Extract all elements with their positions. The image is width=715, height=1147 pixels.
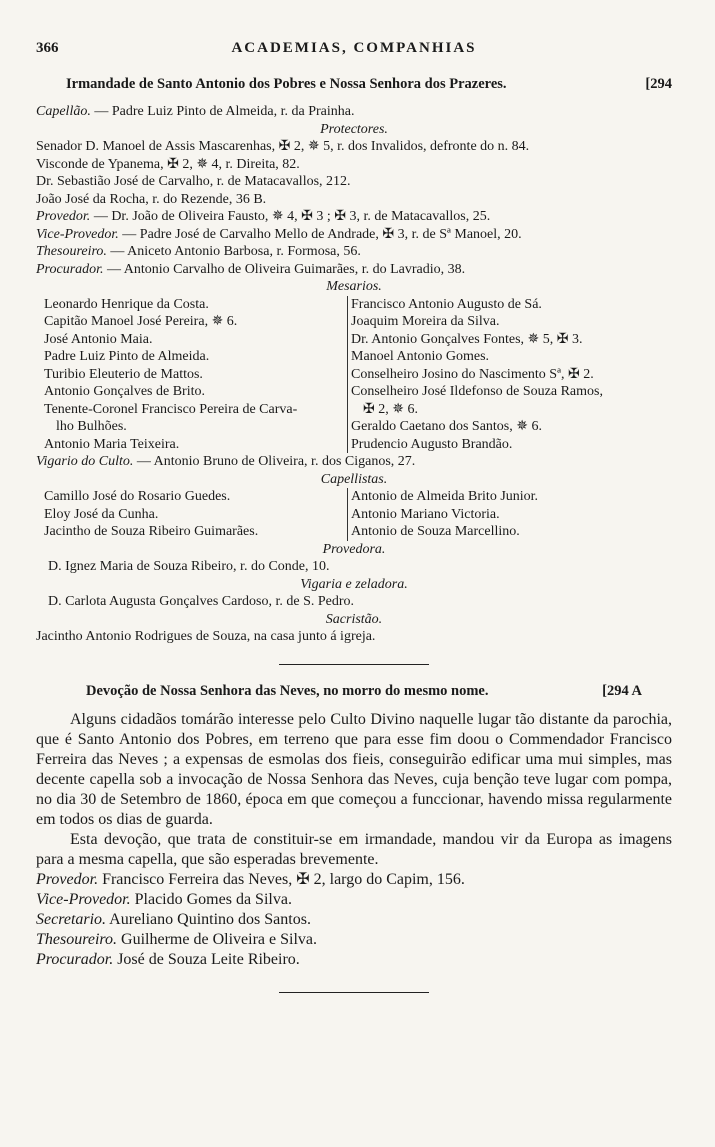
role-label: Vigario do Culto. bbox=[36, 454, 134, 469]
capellao-line bbox=[36, 103, 672, 121]
capellistas-columns bbox=[36, 488, 672, 541]
role-text: — Padre José de Carvalho Mello de Andrade, ✠ 3, r. de Sª Manoel, 20. bbox=[118, 226, 522, 242]
role-text: José de Souza Leite Ribeiro. bbox=[113, 950, 300, 968]
list-item: Prudencio Augusto Brandão. bbox=[351, 436, 513, 452]
running-title: ACADEMIAS, COMPANHIAS bbox=[231, 40, 477, 56]
mesarios-left-column bbox=[36, 296, 347, 454]
role-text: Aureliano Quintino dos Santos. bbox=[106, 910, 311, 928]
officer-line bbox=[36, 890, 672, 910]
mesarios-columns bbox=[36, 296, 672, 454]
role-text: — Dr. João de Oliveira Fausto, ✵ 4, ✠ 3 ; ✠ 3, r. de Matacavallos, 25. bbox=[90, 209, 491, 224]
list-item: Padre Luiz Pinto de Almeida. bbox=[44, 349, 210, 364]
list-item: ✠ 2, ✵ 6. bbox=[363, 401, 418, 417]
list-item: Eloy José da Cunha. bbox=[44, 506, 159, 522]
protector-line: Dr. Sebastião José de Carvalho, r. de Matacavallos, 212. bbox=[36, 174, 351, 189]
officer-line bbox=[36, 261, 672, 279]
page-number: 366 bbox=[36, 40, 59, 56]
section-number: [294 A bbox=[602, 682, 642, 699]
list-item: Antonio Maria Teixeira. bbox=[44, 436, 180, 452]
list-item: Leonardo Henrique da Costa. bbox=[44, 296, 209, 312]
vigario-line bbox=[36, 453, 672, 471]
list-item: Conselheiro José Ildefonso de Souza Ramos, bbox=[351, 384, 603, 399]
sacristao-line: Jacintho Antonio Rodrigues de Souza, na casa junto á igreja. bbox=[36, 629, 376, 644]
paragraph: Esta devoção, que trata de constituir-se em irmandade, mandou vir da Europa as imagens para a mesma capella, que são esperadas brevemente. bbox=[36, 830, 672, 868]
section-divider bbox=[279, 992, 429, 993]
role-label: Procurador. bbox=[36, 950, 114, 968]
role-label: Vice-Provedor. bbox=[36, 890, 131, 908]
role-label: Capellão. bbox=[36, 104, 91, 119]
officer-line bbox=[36, 226, 672, 244]
list-item: Jacintho de Souza Ribeiro Guimarães. bbox=[44, 524, 259, 539]
capellistas-left-column bbox=[36, 488, 347, 541]
protector-line: João José da Rocha, r. do Rezende, 36 B. bbox=[36, 191, 267, 207]
list-item: Antonio Gonçalves de Brito. bbox=[44, 384, 205, 399]
list-item: Joaquim Moreira da Silva. bbox=[351, 314, 500, 329]
provedora-line: D. Ignez Maria de Souza Ribeiro, r. do Conde, 10. bbox=[48, 559, 330, 574]
role-text: — Aniceto Antonio Barbosa, r. Formosa, 56. bbox=[106, 244, 361, 259]
section-title: Irmandade de Santo Antonio dos Pobres e Nossa Senhora dos Prazeres. bbox=[66, 76, 507, 92]
list-item: Turibio Eleuterio de Mattos. bbox=[44, 366, 203, 382]
list-item: Dr. Antonio Gonçalves Fontes, ✵ 5, ✠ 3. bbox=[351, 331, 583, 347]
list-item: Antonio de Souza Marcellino. bbox=[351, 524, 520, 539]
role-label: Provedor. bbox=[36, 870, 99, 888]
officer-line bbox=[36, 930, 672, 950]
protectores-label: Protectores. bbox=[320, 121, 388, 137]
list-item: lho Bulhões. bbox=[56, 419, 127, 434]
list-item: Conselheiro Josino do Nascimento Sª, ✠ 2. bbox=[351, 366, 594, 382]
document-page bbox=[36, 40, 672, 1011]
section-heading-santo-antonio bbox=[66, 76, 672, 93]
role-text: Guilherme de Oliveira e Silva. bbox=[117, 930, 317, 948]
list-item: José Antonio Maia. bbox=[44, 331, 153, 347]
officer-line bbox=[36, 870, 672, 890]
running-head bbox=[36, 40, 672, 70]
list-item: Capitão Manoel José Pereira, ✵ 6. bbox=[44, 314, 238, 329]
provedora-label: Provedora. bbox=[322, 541, 386, 557]
officer-line bbox=[36, 208, 672, 226]
list-item: Francisco Antonio Augusto de Sá. bbox=[351, 296, 542, 312]
list-item: Camillo José do Rosario Guedes. bbox=[44, 489, 231, 504]
section-divider bbox=[279, 664, 429, 665]
section-number: [294 bbox=[645, 76, 672, 92]
paragraph: Alguns cidadãos tomárão interesse pelo Culto Divino naquelle lugar tão distante da parochia, que é Santo Antonio dos Pobres, em terreno que para esse fim doou o Commendador Francisco Ferreira das Neves ; a expensas de esmolas dos fieis, conseguirão edificar uma mui simples, mas decente capella sob a invocação de Nossa Senhora das Neves, cuja benção teve lugar com pompa, no dia 30 de Setembro de 1860, época em que começou a funccionar, havendo missa regularmente em todos os dias de guarda. bbox=[36, 710, 672, 828]
capellistas-label: Capellistas. bbox=[320, 471, 388, 487]
officer-line bbox=[36, 950, 672, 970]
mesarios-label: Mesarios. bbox=[326, 279, 382, 294]
list-item: Geraldo Caetano dos Santos, ✵ 6. bbox=[351, 419, 542, 434]
role-label: Thesoureiro. bbox=[36, 244, 107, 259]
list-item: Manoel Antonio Gomes. bbox=[351, 349, 490, 364]
role-label: Procurador. bbox=[36, 261, 104, 277]
role-text: Placido Gomes da Silva. bbox=[130, 890, 292, 908]
officer-line bbox=[36, 243, 672, 261]
officer-line bbox=[36, 910, 672, 930]
vigaria-label: Vigaria e zeladora. bbox=[300, 576, 408, 592]
role-text: Francisco Ferreira das Neves, ✠ 2, largo do Capim, 156. bbox=[98, 870, 465, 888]
role-label: Secretario. bbox=[36, 910, 107, 928]
role-label: Vice-Provedor. bbox=[36, 226, 119, 242]
role-text: — Padre Luiz Pinto de Almeida, r. da Prainha. bbox=[90, 104, 355, 119]
capellistas-right-column bbox=[347, 488, 672, 541]
protector-line: Senador D. Manoel de Assis Mascarenhas, ✠ 2, ✵ 5, r. dos Invalidos, defronte do n. 84. bbox=[36, 139, 530, 154]
vigaria-line: D. Carlota Augusta Gonçalves Cardoso, r. de S. Pedro. bbox=[48, 594, 355, 609]
list-item: Antonio de Almeida Brito Junior. bbox=[351, 489, 539, 504]
role-label: Provedor. bbox=[36, 209, 91, 224]
role-label: Thesoureiro. bbox=[36, 930, 118, 948]
role-text: — Antonio Bruno de Oliveira, r. dos Ciganos, 27. bbox=[133, 454, 416, 469]
sacristao-label: Sacristão. bbox=[325, 611, 383, 627]
role-text: — Antonio Carvalho de Oliveira Guimarães, r. do Lavradio, 38. bbox=[103, 261, 466, 277]
list-item: Tenente-Coronel Francisco Pereira de Carva- bbox=[44, 401, 298, 417]
section-heading-neves bbox=[86, 683, 642, 700]
mesarios-right-column bbox=[347, 296, 672, 454]
list-item: Antonio Mariano Victoria. bbox=[351, 506, 500, 522]
section-title: Devoção de Nossa Senhora das Neves, no morro do mesmo nome. bbox=[86, 682, 489, 699]
protector-line: Visconde de Ypanema, ✠ 2, ✵ 4, r. Direita, 82. bbox=[36, 156, 300, 172]
